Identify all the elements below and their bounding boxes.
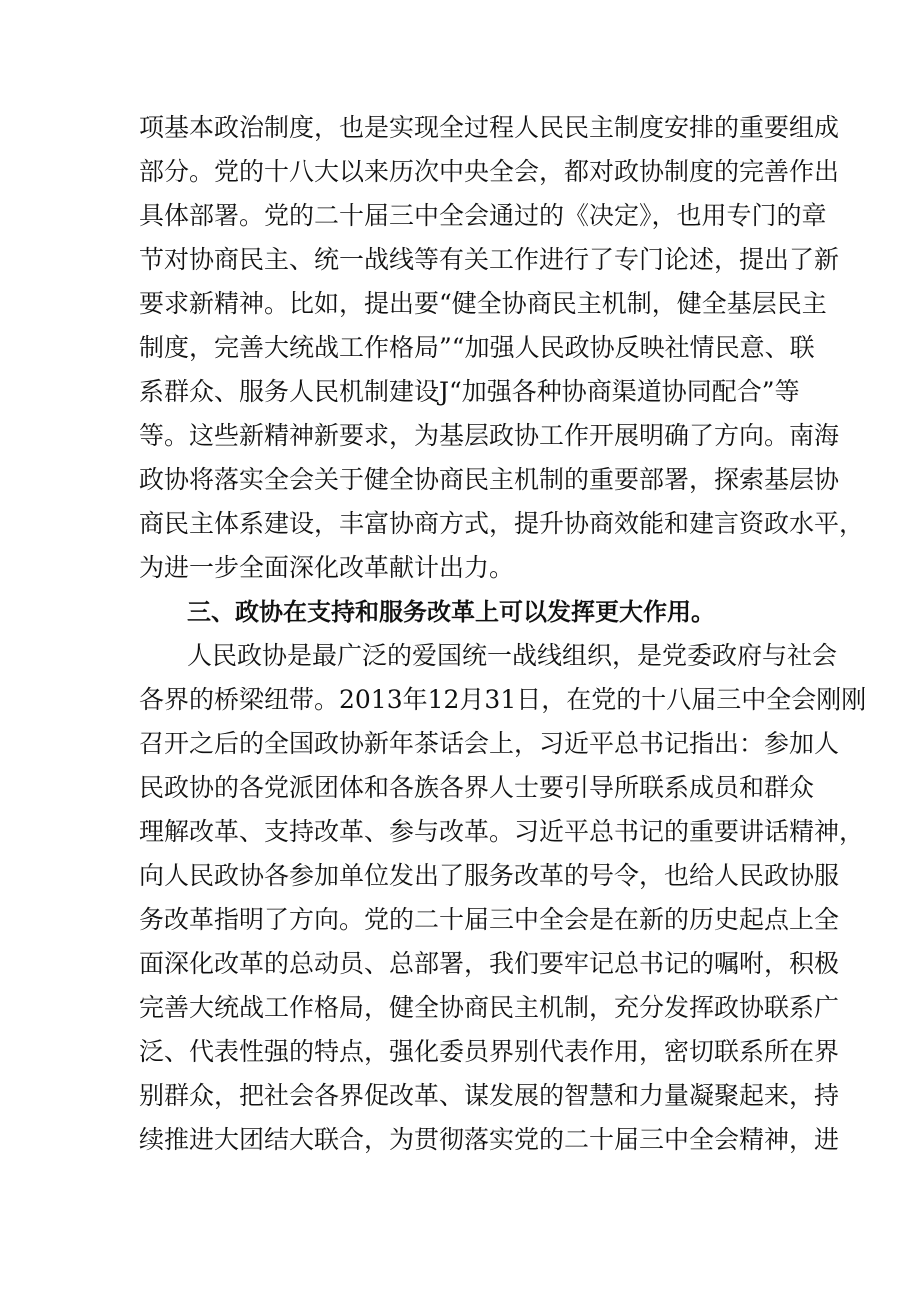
text-line: 完善大统战工作格局，健全协商民主机制，充分发挥政协联系广 [139, 993, 840, 1022]
text-line: 项基本政治制度，也是实现全过程人民民主制度安排的重要组成 [139, 113, 840, 142]
paragraph-carryover [139, 106, 865, 590]
text-line: 向人民政协各参加单位发出了服务改革的号令，也给人民政协服 [139, 861, 840, 890]
text-line: 召开之后的全国政协新年茶话会上，习近平总书记指出：参加人 [139, 729, 840, 758]
text-line: 政协将落实全会关于健全协商民主机制的重要部署，探索基层协 [139, 465, 840, 494]
text-line: 续推进大团结大联合，为贯彻落实党的二十届三中全会精神，进 [139, 1125, 840, 1154]
text-line: 务改革指明了方向。党的二十届三中全会是在新的历史起点上全 [139, 905, 840, 934]
text-line: 人民政协是最广泛的爱国统一战线组织，是党委政府与社会 [187, 641, 838, 670]
text-line: 具体部署。党的二十届三中全会通过的《决定》，也用专门的章 [139, 201, 827, 230]
text-line: 理解改革、支持改革、参与改革。习近平总书记的重要讲话精神， [139, 817, 865, 846]
text-line: 各界的桥梁纽带。2013年12月31日，在党的十八届三中全会刚刚 [139, 685, 867, 714]
text-line: 民政协的各党派团体和各族各界人士要引导所联系成员和群众 [139, 773, 815, 802]
text-line: 面深化改革的总动员、总部署，我们要牢记总书记的嘱咐，积极 [139, 949, 840, 978]
text-line: 等。这些新精神新要求，为基层政协工作开展明确了方向。南海 [139, 421, 840, 450]
text-line: 部分。党的十八大以来历次中央全会，都对政协制度的完善作出 [139, 157, 840, 186]
section-three [139, 590, 867, 1162]
text-line: 制度，完善大统战工作格局”“加强人民政协反映社情民意、联 [139, 333, 815, 362]
text-line: 商民主体系建设，丰富协商方式，提升协商效能和建言资政水平， [139, 509, 865, 538]
text-line: 泛、代表性强的特点，强化委员界别代表作用，密切联系所在界 [139, 1037, 840, 1066]
text-line: 系群众、服务人民机制建设J“加强各种协商渠道协同配合”等 [139, 377, 800, 406]
text-line: 要求新精神。比如，提出要“健全协商民主机制，健全基层民主 [139, 289, 827, 318]
section-heading: 三、政协在支持和服务改革上可以发挥更大作用。 [187, 598, 715, 626]
text-line: 为进一步全面深化改革献计出力。 [139, 553, 515, 582]
text-line: 节对协商民主、统一战线等有关工作进行了专门论述，提出了新 [139, 245, 840, 274]
text-line: 别群众，把社会各界促改革、谋发展的智慧和力量凝聚起来，持 [139, 1081, 840, 1110]
